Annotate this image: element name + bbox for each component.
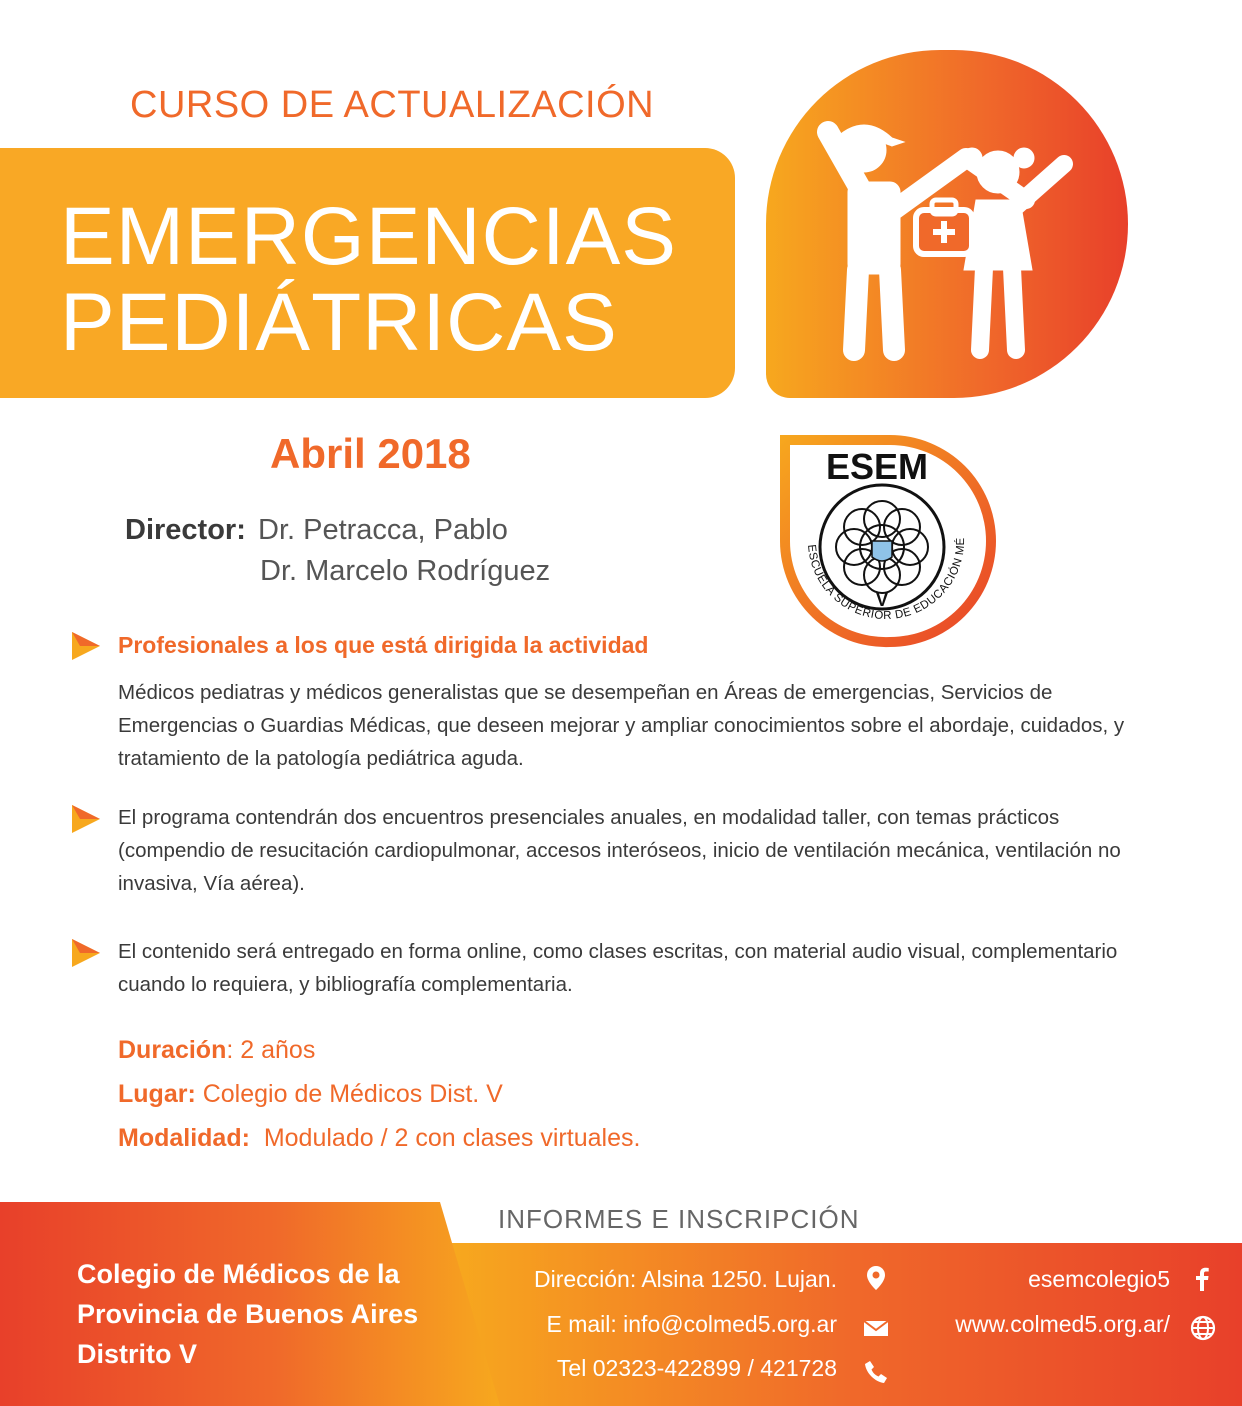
argentina-shield-icon [872, 541, 892, 561]
contact-website[interactable]: www.colmed5.org.ar/ [955, 1311, 1170, 1337]
paragraph-content: El contenido será entregado en forma online, como clases escritas, con material audio visual, complementario cuando lo requiera, y bibliografía complementaria. [118, 940, 1118, 996]
title-line-1: EMERGENCIAS [60, 191, 677, 282]
badge-district: V [876, 590, 889, 610]
contact-email[interactable]: E mail: info@colmed5.org.ar [546, 1311, 837, 1337]
children-medical-kit-icon [766, 50, 1128, 398]
facebook-icon[interactable] [1188, 1264, 1216, 1292]
badge-acronym: ESEM [826, 446, 929, 487]
contact-facebook[interactable]: esemcolegio5 [1028, 1266, 1170, 1292]
director-name-1: Dr. Petracca, Pablo [258, 514, 508, 546]
director-name-2: Dr. Marcelo Rodríguez [260, 555, 551, 587]
esem-logo-badge [760, 415, 1012, 667]
detail-place: Lugar: Colegio de Médicos Dist. V [118, 1080, 503, 1108]
course-date: Abril 2018 [270, 430, 471, 477]
phone-icon [862, 1358, 890, 1386]
contact-heading: INFORMES E INSCRIPCIÓN [498, 1204, 860, 1234]
section-heading: Profesionales a los que está dirigida la actividad [118, 632, 649, 658]
course-type-label: CURSO DE ACTUALIZACIÓN [130, 84, 655, 126]
detail-modality: Modalidad: Modulado / 2 con clases virtuales. [118, 1124, 641, 1152]
contact-address: Dirección: Alsina 1250. Lujan. [533, 1266, 837, 1292]
badge-full-name: ESCUELA SUPERIOR DE EDUCACIÓN MÉ [805, 537, 968, 623]
director-label: Director: [125, 514, 246, 546]
organization-name: Colegio de Médicos de la Provincia de Buenos Aires Distrito V [77, 1259, 419, 1369]
bullet-arrow-icon [70, 630, 102, 662]
hero-illustration [766, 50, 1128, 398]
location-pin-icon [862, 1264, 890, 1292]
title-line-2: PEDIÁTRICAS [60, 277, 618, 368]
envelope-icon [862, 1314, 890, 1342]
bullet-arrow-icon [70, 803, 102, 835]
title-banner [0, 148, 735, 398]
paragraph-program: El programa contendrán dos encuentros presenciales anuales, en modalidad taller, con temas prácticos (compendio de resucitación cardiopulmonar, accesos interóseos, inicio de ventilación mecánica, ventilación no invasiva, Vía aérea). [118, 806, 1121, 895]
bullet-arrow-icon [70, 937, 102, 969]
contact-phone[interactable]: Tel 02323-422899 / 421728 [556, 1355, 837, 1381]
globe-icon [1189, 1314, 1217, 1342]
paragraph-audience: Médicos pediatras y médicos generalistas que se desempeñan en Áreas de emergencias, Servicios de Emergencias o Guardias Médicas, que deseen mejorar y ampliar conocimientos sobre el abordaje, cuidados, y tratamiento de la patología pediátrica aguda. [118, 681, 1125, 770]
detail-duration: Duración: 2 años [118, 1036, 316, 1064]
